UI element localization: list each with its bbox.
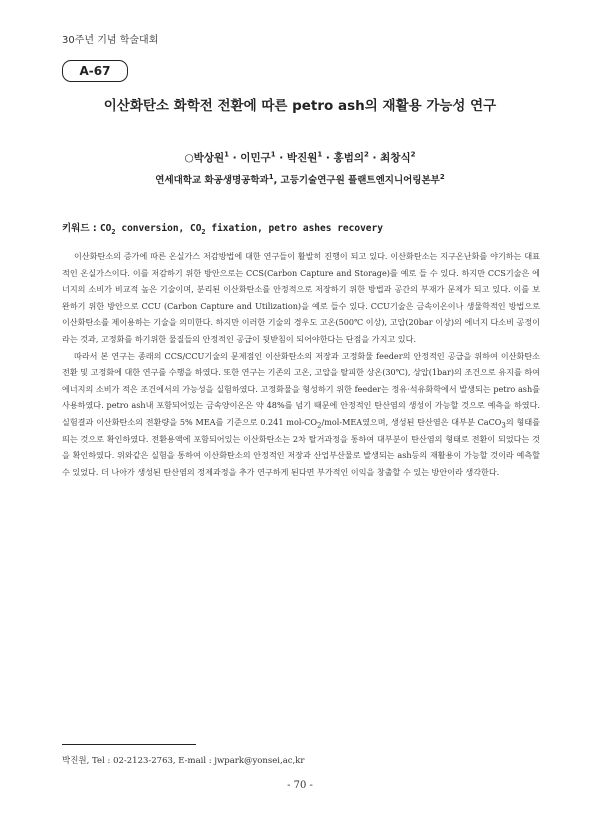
author-name: 홍범의 bbox=[333, 152, 364, 164]
abstract-paragraph: 이산화탄소의 증가에 따른 온실가스 저감방법에 대한 연구들이 활발히 진행이 되고 있다. 이산화탄소는 지구온난화를 야기하는 대표적인 온실가스이다. 이를 저감하기 위한 방안으로는 CCS(Carbon Capture and Storage)를 예로 들 수 있다. 하지만 CCS기술은 에너지의 소비가 비교적 높은 기술이며, 분리된 이산화탄소를 안정적으로 저장하기 위한 방법과 공간의 부재가 문제가 되고 있다. 이를 보완하기 위한 방안으로 CCU (Carbon Capture and Utilization)을 예로 들수 있다. CCU기술은 금속이온이나 생물학적인 방법으로 이산화탄소를 제이용하는 기술을 의미한다. 하지만 이러한 기술의 경우도 고온(500℃ 이상), 고압(20bar 이상)의 에너지 다소비 공정이라는 것과, 고정화를 하기위한 물질들의 안정적인 공급이 뒷받침이 되어야한다는 단점을 가지고 있다. bbox=[62, 251, 540, 344]
author-name: 박진원 bbox=[286, 152, 318, 164]
paper-code-badge: A-67 bbox=[62, 60, 128, 82]
page-number: - 70 - bbox=[287, 780, 313, 791]
author-affiliation-mark: 1 bbox=[224, 150, 229, 159]
keywords-text: $CO_2$ conversion, $CO_2$ fixation, petro ashes recovery bbox=[99, 223, 383, 236]
affiliation-mark: 1 bbox=[268, 172, 274, 181]
author-name: 이민구 bbox=[240, 152, 271, 164]
keywords-label: 키워드 : bbox=[62, 223, 100, 234]
affiliation-list bbox=[0, 172, 600, 186]
affiliation-name: 고등기술연구원 플랜트엔지니어링본부 bbox=[280, 175, 440, 186]
author-separator: · bbox=[275, 152, 287, 164]
author-separator: · bbox=[228, 152, 241, 164]
presenter-mark: ○ bbox=[184, 152, 194, 164]
author-affiliation-mark: 1 bbox=[317, 150, 323, 159]
abstract-body bbox=[62, 248, 540, 480]
author-separator: · bbox=[322, 152, 334, 164]
affiliation-mark: 2 bbox=[439, 172, 445, 181]
author-name: 최창식 bbox=[380, 152, 411, 164]
author-affiliation-mark: 2 bbox=[363, 150, 369, 159]
affiliation-separator: , bbox=[273, 175, 281, 186]
footnote-divider bbox=[62, 744, 196, 745]
author-affiliation-mark: 2 bbox=[410, 150, 416, 159]
author-separator: · bbox=[368, 152, 381, 164]
author-name: 박상원 bbox=[193, 152, 225, 164]
author-list bbox=[0, 150, 600, 165]
keywords-line bbox=[62, 220, 383, 234]
abstract-paragraph: 따라서 본 연구는 종래의 CCS/CCU기술의 문제점인 이산화탄소의 저장과 고정화물 feeder의 안정적인 공급을 위하여 이산화탄소 전환 및 고정화에 대한 연구를 수행을 하였다. 또한 연구는 기존의 고온, 고압을 탈피한 상온(30℃), 상압(1bar)의 조건으로 유지를 하여 에너지의 소비가 적은 조건에서의 가능성을 실험하였다. 고정화물을 형성하기 위한 feeder는 정유·석유화학에서 발생되는 petro ash를 사용하였다. petro ash내 포함되어있는 금속양이온은 약 48%를 넘기 때문에 안정적인 탄산염의 생성이 가능할 것으로 예측을 하였다. 실험결과 이산화탄소의 전환량을 5% MEA를 기준으로 0.241 mol-$CO_2/mol$-MEA였으며, 생성된 탄산염은 대부분 CaCO$_3$의 형태를 띄는 것으로 확인하였다. 전환용액에 포함되어있는 이산화탄소는 2차 탈거과정을 통하여 대부분이 탄산염의 형태로 전환이 되었다는 것을 확인하였다. 위와같은 실험을 통하여 이산화탄소의 안정적인 저장과 산업부산물로 발생되는 ash등의 재활용이 가능할 것이라 예측할 수 있었다. 더 나아가 생성된 탄산염의 정제과정을 추가 연구하게 된다면 부가적인 이익을 창출할 수 있는 방안이라 생각한다. bbox=[62, 350, 540, 477]
paper-title: 이산화탄소 화학전 전환에 따른 petro ash의 재활용 가능성 연구 bbox=[103, 98, 497, 114]
conference-header: 30주년 기념 학술대회 bbox=[62, 35, 159, 46]
corresponding-author-footnote: 박진원, Tel : 02-2123-2763, E-mail : jwpark@yonsei,ac,kr bbox=[62, 756, 305, 766]
affiliation-name: 연세대학교 화공생명공학과 bbox=[155, 175, 269, 186]
author-affiliation-mark: 1 bbox=[270, 150, 276, 159]
